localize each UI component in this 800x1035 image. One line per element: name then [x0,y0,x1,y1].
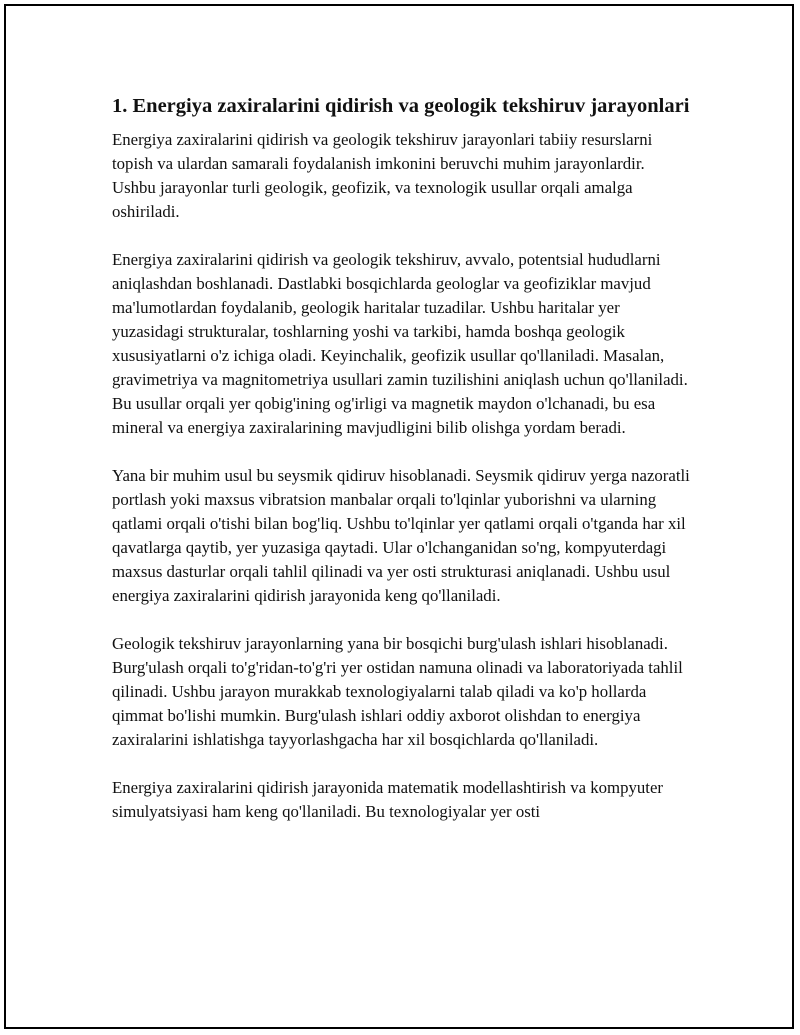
paragraph-modeling: Energiya zaxiralarini qidirish jarayonida matematik modellashtirish va kompyuter simulyatsiyasi ham keng qo'llaniladi. Bu texnologiyalar yer osti [112,778,663,821]
paragraph-seismic-exploration: Yana bir muhim usul bu seysmik qidiruv hisoblanadi. Seysmik qidiruv yerga nazoratli portlash yoki maxsus vibratsion manbalar orqali to'lqinlar yuborishni va ularning qatlami orqali o'tishi bilan bog'liq. Ushbu to'lqinlar yer qatlami orqali o'tganda har xil qavatlarga qaytib, yer yuzasiga qaytadi. Ular o'lchanganidan so'ng, kompyuterdagi maxsus dasturlar orqali tahlil qilinadi va yer osti strukturasi aniqlanadi. Ushbu usul energiya zaxiralarini qidirish jarayonida keng qo'llaniladi. [112,466,690,605]
document-body [112,93,692,848]
paragraph-drilling: Geologik tekshiruv jarayonlarning yana bir bosqichi burg'ulash ishlari hisoblanadi. Burg'ulash orqali to'g'ridan-to'g'ri yer ostidan namuna olinadi va laboratoriyada tahlil qilinadi. Ushbu jarayon murakkab texnologiyalarni talab qiladi va ko'p hollarda qimmat bo'lishi mumkin. Burg'ulash ishlari oddiy axborot olishdan to energiya zaxiralarini ishlatishga tayyorlashgacha har xil bosqichlarda qo'llaniladi. [112,634,683,749]
paragraph-geological-survey: Energiya zaxiralarini qidirish va geologik tekshiruv, avvalo, potentsial hududlarni aniqlashdan boshlanadi. Dastlabki bosqichlarda geologlar va geofiziklar mavjud ma'lumotlardan foydalanib, geologik haritalar tuzadilar. Ushbu haritalar yer yuzasidagi strukturalar, toshlarning yoshi va tarkibi, hamda boshqa geologik xususiyatlarni o'z ichiga oladi. Keyinchalik, geofizik usullar qo'llaniladi. Masalan, gravimetriya va magnitometriya usullari zamin tuzilishini aniqlash uchun qo'llaniladi. Bu usullar orqali yer qobig'ining og'irligi va magnetik maydon o'lchanadi, bu esa mineral va energiya zaxiralarining mavjudligini bilib olishga yordam beradi. [112,250,688,437]
section-heading: 1. Energiya zaxiralarini qidirish va geologik tekshiruv jarayonlari [112,95,690,117]
paragraph-intro: Energiya zaxiralarini qidirish va geologik tekshiruv jarayonlari tabiiy resurslarni topish va ulardan samarali foydalanish imkonini beruvchi muhim jarayonlardir. Ushbu jarayonlar turli geologik, geofizik, va texnologik usullar orqali amalga oshiriladi. [112,130,653,221]
